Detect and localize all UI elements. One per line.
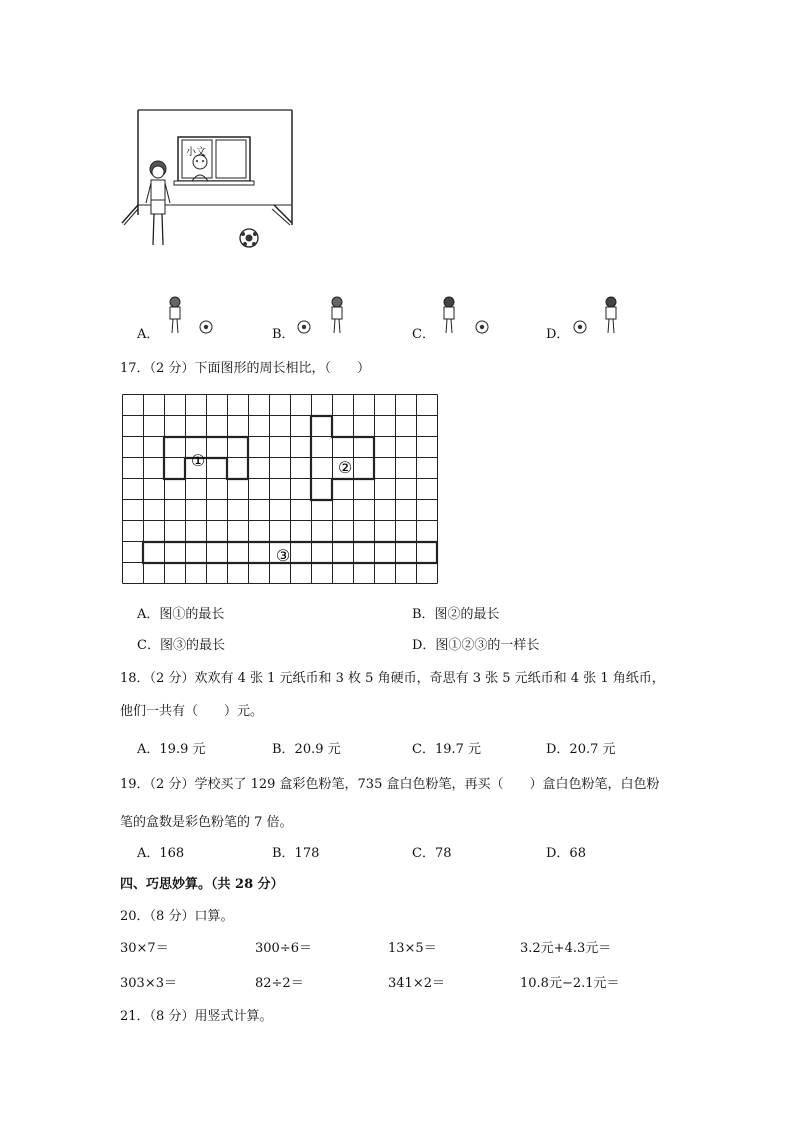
grid-label-3: ③ xyxy=(275,546,291,565)
q18-option-a: A．19.9 元 xyxy=(137,742,206,757)
q18-stem-line1: 18．（2 分）欢欢有 4 张 1 元纸币和 3 枚 5 角硬币，奇思有 3 张 5 元纸币和 4 张 1 角纸币， xyxy=(120,671,665,686)
q20-item-4: 3.2元+4.3元＝ xyxy=(520,941,612,956)
grid-label-1: ① xyxy=(190,451,206,470)
q16-option-b-letter: B． xyxy=(272,327,295,342)
q20-item-7: 341×2＝ xyxy=(388,976,445,991)
q19-option-a: A．168 xyxy=(137,846,185,861)
window-sign-label: 小文 xyxy=(186,147,206,158)
q19-option-c: C．78 xyxy=(412,846,452,861)
q20-item-2: 300÷6＝ xyxy=(255,941,312,956)
q20-item-8: 10.8元−2.1元＝ xyxy=(520,976,620,991)
q19-stem-line1: 19．（2 分）学校买了 129 盒彩色粉笔，735 盒白色粉笔，再买（ ）盒白色粉笔，白色粉 xyxy=(120,777,660,792)
q20-item-3: 13×5＝ xyxy=(388,941,437,956)
q17-stem: 17．（2 分）下面图形的周长相比，（ ） xyxy=(120,361,370,376)
q20-item-1: 30×7＝ xyxy=(120,941,169,956)
q20-stem: 20．（8 分）口算。 xyxy=(120,909,234,924)
q16-option-d-figure[interactable] xyxy=(568,295,628,337)
grid-label-2: ② xyxy=(337,458,353,477)
q19-option-d: D．68 xyxy=(546,846,586,861)
q17-option-a: A．图①的最长 xyxy=(137,607,225,622)
q16-option-a-letter: A． xyxy=(137,327,160,342)
q16-option-b-figure[interactable] xyxy=(292,295,352,337)
q21-stem: 21．（8 分）用竖式计算。 xyxy=(120,1009,273,1024)
q18-option-b: B．20.9 元 xyxy=(272,742,341,757)
q17-option-d: D．图①②③的一样长 xyxy=(412,638,540,653)
q16-option-a-figure[interactable] xyxy=(160,295,220,337)
section-4-title: 四、巧思妙算。（共 28 分） xyxy=(120,877,284,892)
q16-option-d-letter: D． xyxy=(546,327,570,342)
q20-item-6: 82÷2＝ xyxy=(255,976,304,991)
q20-item-5: 303×3＝ xyxy=(120,976,177,991)
q18-stem-line2: 他们一共有（ ）元。 xyxy=(120,704,264,719)
q16-option-c-letter: C． xyxy=(412,327,435,342)
q17-option-c: C．图③的最长 xyxy=(137,638,225,653)
q16-option-c-figure[interactable] xyxy=(432,295,492,337)
q18-option-d: D．20.7 元 xyxy=(546,742,616,757)
q19-stem-line2: 笔的盒数是彩色粉笔的 7 倍。 xyxy=(120,815,293,830)
q17-grid xyxy=(122,394,444,588)
q18-option-c: C．19.7 元 xyxy=(412,742,482,757)
q16-scene-illustration xyxy=(120,105,300,255)
q17-option-b: B．图②的最长 xyxy=(412,607,500,622)
q19-option-b: B．178 xyxy=(272,846,320,861)
